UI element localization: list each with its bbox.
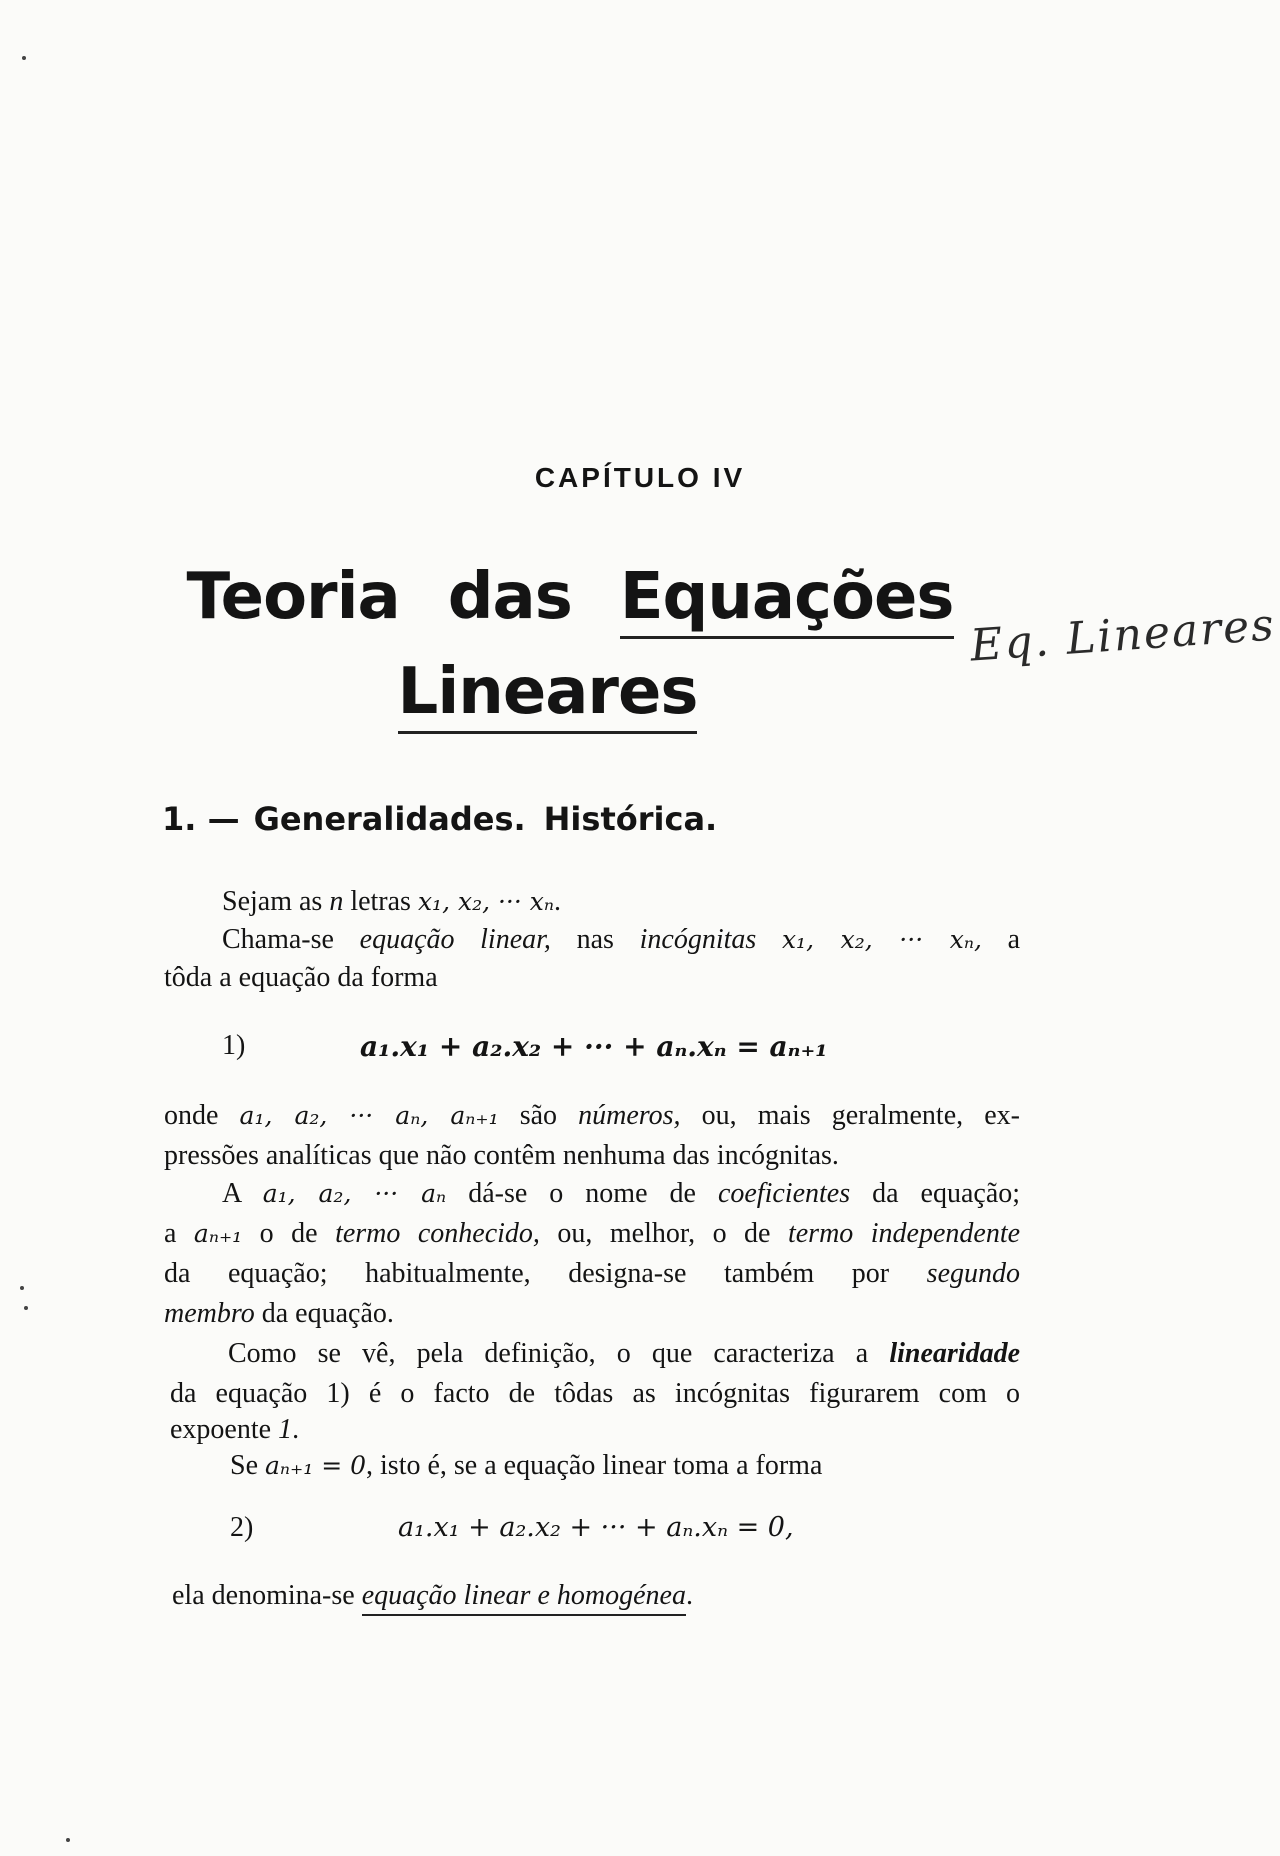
paragraph-line-2 bbox=[222, 924, 1020, 956]
text: da equação; habitualmente, designa-se também por bbox=[164, 1258, 890, 1289]
paragraph-line-5: pressões analíticas que não contêm nenhuma das incógnitas. bbox=[164, 1140, 839, 1171]
math-expression: a₁, a₂, ··· aₙ, aₙ₊₁ bbox=[239, 1101, 499, 1130]
title-word-4: Lineares bbox=[398, 655, 698, 734]
text: , isto é, se a equação linear toma a forma bbox=[366, 1450, 823, 1481]
text: . bbox=[685, 1580, 693, 1611]
paragraph-line-7 bbox=[164, 1218, 1020, 1250]
equation-number-1: 1) bbox=[222, 1030, 246, 1061]
section-word-1: Generalidades. bbox=[253, 800, 526, 838]
scan-speck bbox=[66, 1838, 70, 1842]
italic-term: termo conhecido, bbox=[335, 1218, 540, 1249]
italic-term: coeficientes bbox=[717, 1178, 851, 1209]
text: Chama-se bbox=[222, 924, 334, 955]
italic-term: segundo bbox=[926, 1258, 1020, 1289]
section-heading bbox=[162, 800, 717, 838]
math-expression: x₁, x₂, ··· xₙ bbox=[417, 887, 555, 916]
text: A bbox=[222, 1178, 241, 1209]
text: onde bbox=[164, 1100, 219, 1131]
text: da equação; bbox=[872, 1178, 1021, 1209]
scan-speck bbox=[22, 56, 26, 60]
paragraph-line-6 bbox=[222, 1178, 1020, 1210]
paragraph-line-10 bbox=[228, 1338, 1020, 1370]
text: a bbox=[1007, 924, 1021, 955]
section-word-2: Histórica. bbox=[543, 800, 718, 838]
paragraph-line-4 bbox=[164, 1100, 1020, 1132]
paragraph-line-13 bbox=[230, 1450, 822, 1482]
math-expression: x₁, x₂, ··· xₙ, bbox=[781, 925, 982, 954]
text: . bbox=[292, 1414, 300, 1445]
text: letras bbox=[343, 886, 418, 917]
paragraph-line-1 bbox=[222, 886, 561, 918]
italic-term: membro bbox=[164, 1298, 255, 1329]
math-var: 1 bbox=[278, 1414, 293, 1445]
paragraph-line-12 bbox=[170, 1414, 299, 1446]
text: ou, mais geralmente, ex- bbox=[701, 1100, 1020, 1131]
text: a bbox=[164, 1218, 177, 1249]
text: nas bbox=[576, 924, 614, 955]
paragraph-line-14 bbox=[172, 1580, 693, 1612]
paragraph-line-8 bbox=[164, 1258, 1020, 1290]
italic-term: equação linear, bbox=[359, 924, 551, 955]
text: são bbox=[519, 1100, 558, 1131]
text: ou, melhor, o de bbox=[557, 1218, 771, 1249]
underlined-term: equação linear e homogénea bbox=[362, 1580, 686, 1616]
chapter-label: CAPÍTULO IV bbox=[534, 462, 746, 493]
title-word-1: Teoria bbox=[186, 560, 400, 634]
text: da equação. bbox=[254, 1298, 394, 1329]
text: Como se vê, pela definição, o que caracteriza a bbox=[228, 1338, 869, 1369]
italic-term: incógnitas bbox=[639, 924, 757, 955]
text: Sejam as bbox=[222, 886, 330, 917]
paragraph-line-3: tôda a equação da forma bbox=[164, 962, 438, 993]
equation-1: a₁.x₁ + a₂.x₂ + ··· + aₙ.xₙ = aₙ₊₁ bbox=[360, 1030, 828, 1063]
chapter-title-line-2 bbox=[0, 655, 1280, 729]
paragraph-line-9 bbox=[164, 1298, 394, 1330]
italic-term: linearidade bbox=[889, 1338, 1020, 1369]
section-number: 1. — bbox=[162, 800, 240, 838]
math-expression: a₁, a₂, ··· aₙ bbox=[262, 1179, 447, 1208]
equation-number-2: 2) bbox=[230, 1512, 254, 1543]
equation-2: a₁.x₁ + a₂.x₂ + ··· + aₙ.xₙ = 0, bbox=[398, 1512, 794, 1543]
math-var: n bbox=[329, 886, 344, 917]
math-expression: aₙ₊₁ = 0 bbox=[265, 1451, 367, 1480]
scan-speck bbox=[24, 1306, 28, 1310]
text: dá-se o nome de bbox=[468, 1178, 696, 1209]
scan-speck bbox=[20, 1286, 24, 1290]
text: expoente bbox=[170, 1414, 279, 1445]
text: o de bbox=[259, 1218, 318, 1249]
text: ela denomina-se bbox=[172, 1580, 362, 1611]
title-word-3: Equações bbox=[620, 560, 954, 639]
title-word-2: das bbox=[447, 560, 572, 634]
italic-term: números, bbox=[578, 1100, 681, 1131]
text: . bbox=[554, 886, 562, 917]
text: Se bbox=[230, 1450, 265, 1481]
italic-term: termo independente bbox=[787, 1218, 1021, 1249]
math-expression: aₙ₊₁ bbox=[193, 1219, 243, 1248]
handwritten-annotation: Eq. Lineares bbox=[968, 599, 1278, 672]
paragraph-line-11: da equação 1) é o facto de tôdas as incógnitas figurarem com o bbox=[170, 1378, 1020, 1409]
